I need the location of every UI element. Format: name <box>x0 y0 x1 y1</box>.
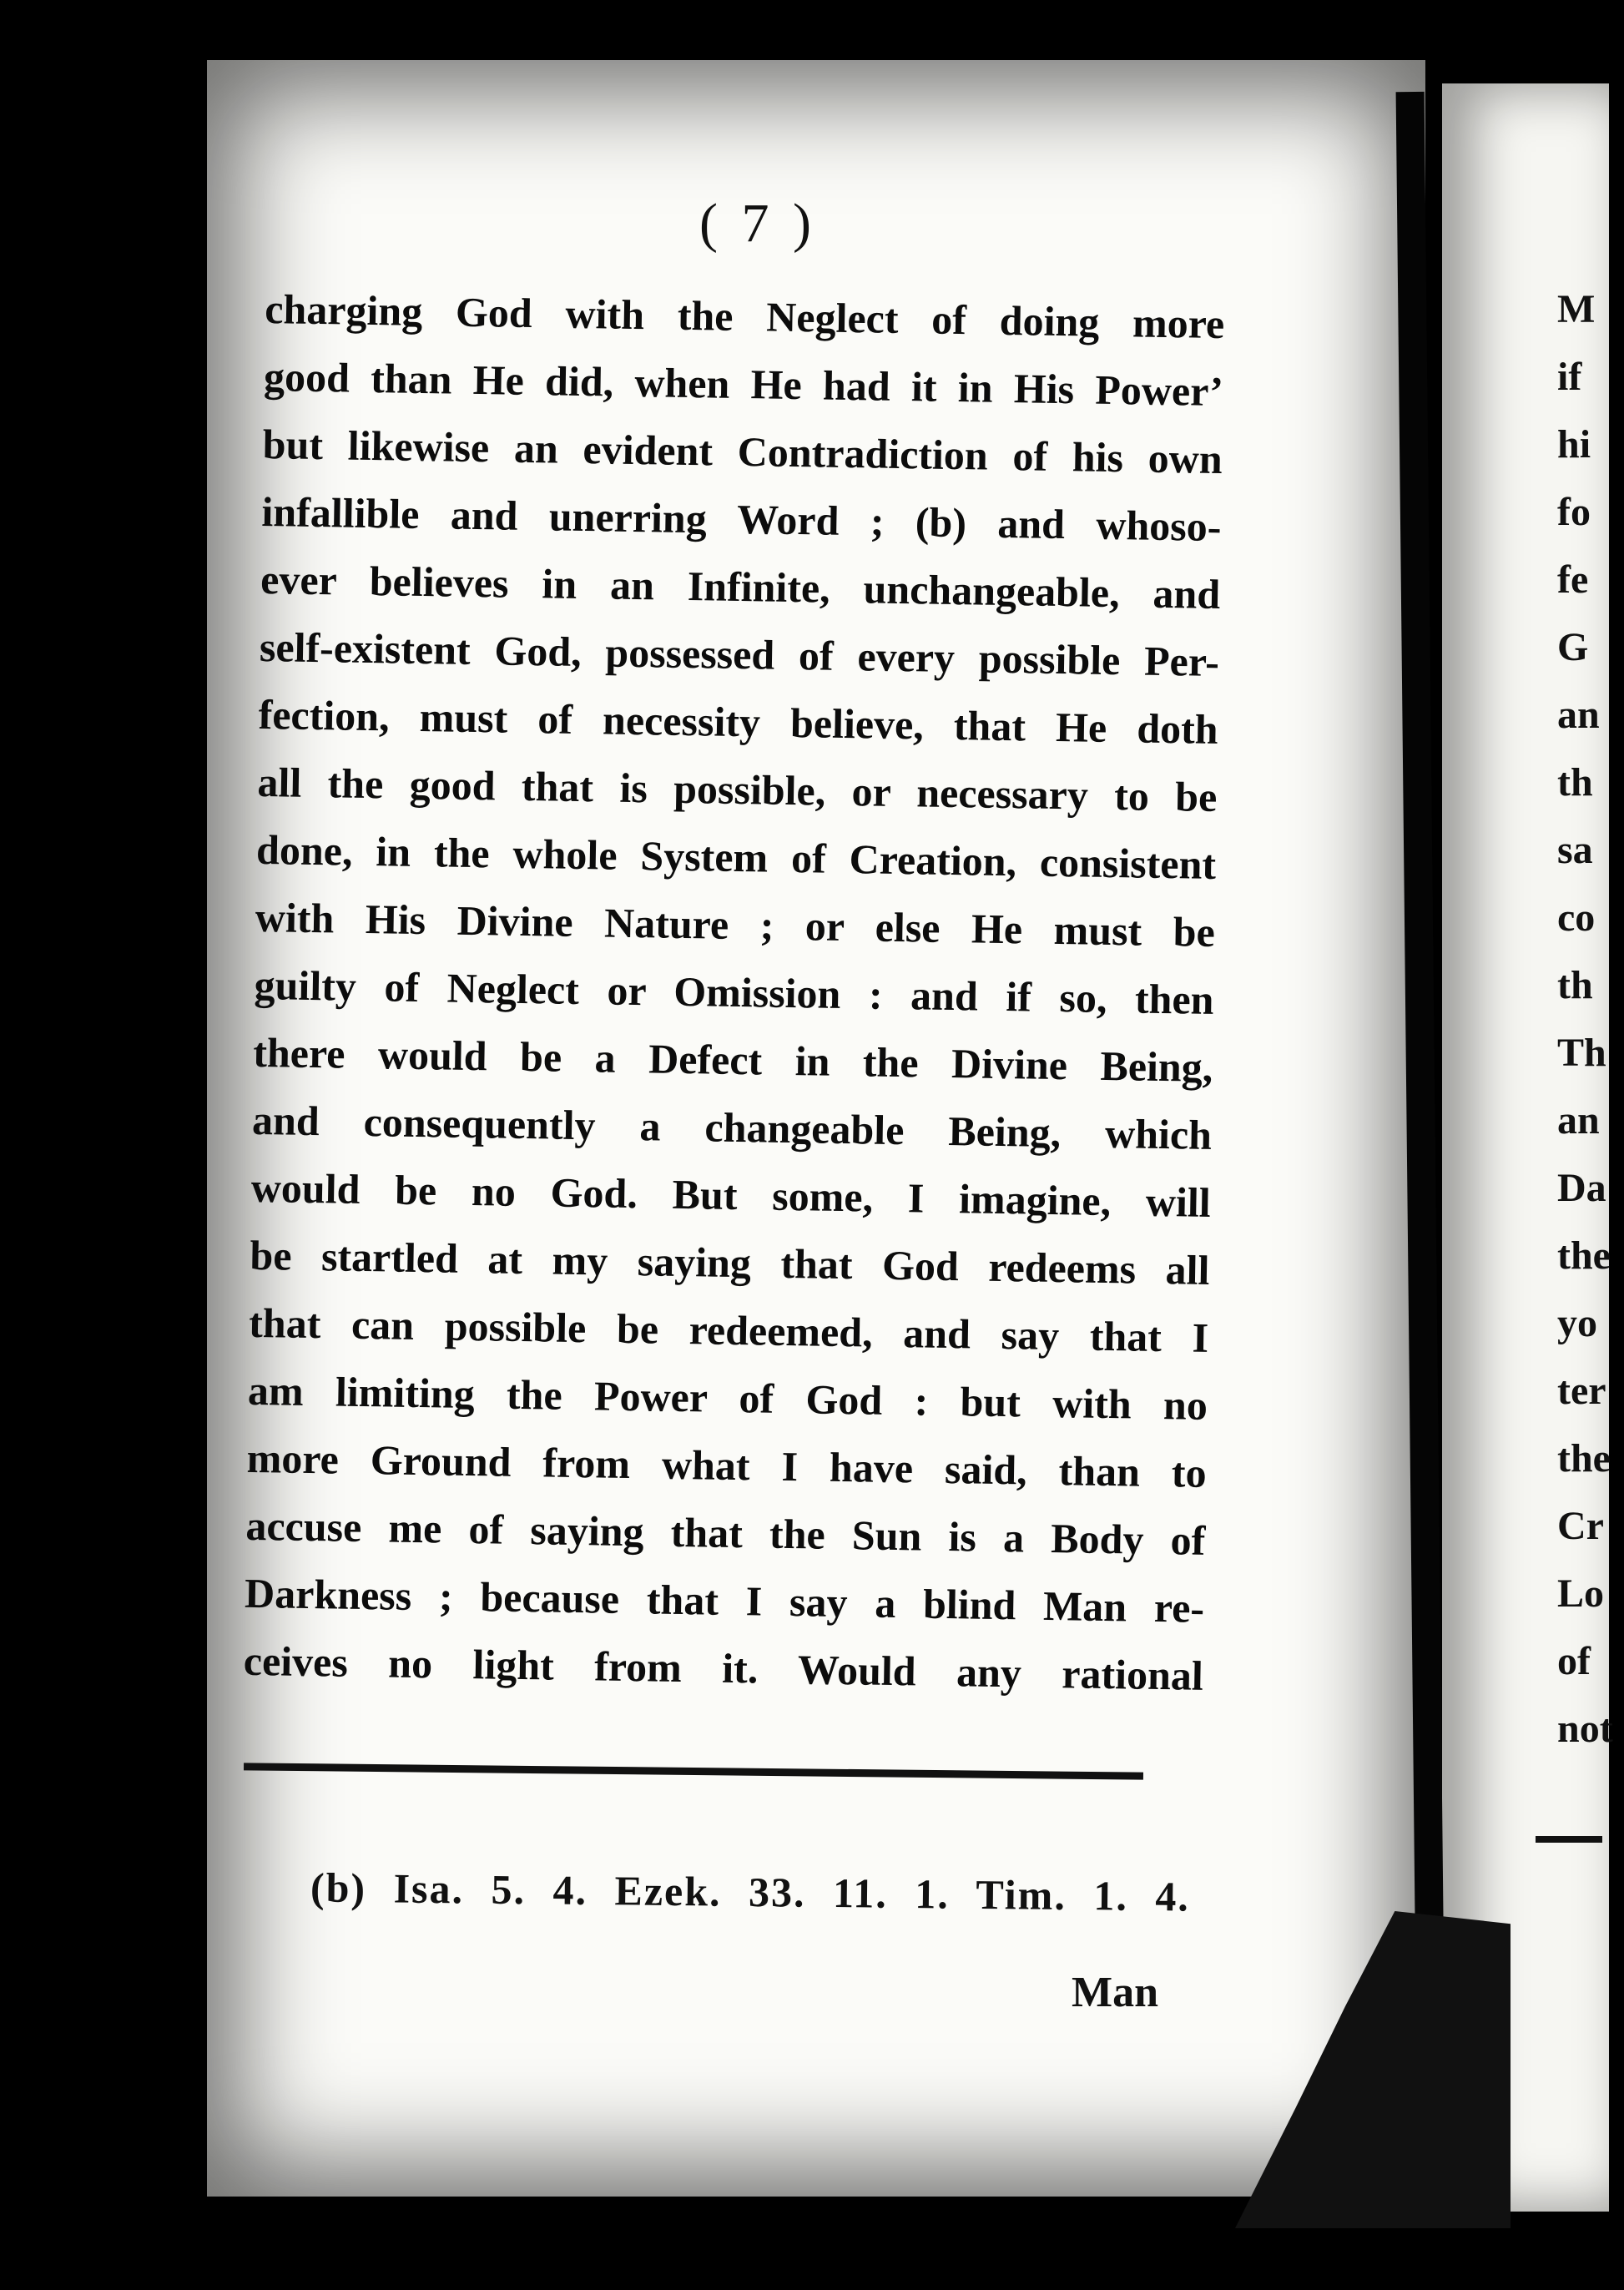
facing-line-start: th <box>1557 963 1593 1007</box>
facing-line-start: Lo <box>1557 1571 1605 1616</box>
text-line: fection, must of necessity believe, that He doth <box>258 690 1219 753</box>
facing-line-start: of <box>1557 1639 1591 1683</box>
text-line: infallible and unerring Word ; (b) and whoso- <box>261 487 1222 551</box>
text-line: more Ground from what I have said, than to <box>246 1434 1208 1496</box>
facing-line-start: M <box>1557 287 1596 331</box>
text-line: with His Divine Nature ; or else He must be <box>255 893 1216 956</box>
facing-line-start: if <box>1557 355 1582 399</box>
facing-page-text <box>1557 275 1624 1763</box>
facing-line-start: Cr <box>1557 1504 1604 1548</box>
text-line: done, in the whole System of Creation, consistent <box>255 825 1217 888</box>
text-line: but likewise an evident Contradiction of his own <box>262 420 1223 483</box>
facing-line-start: G <box>1557 625 1589 669</box>
text-line: good than He did, when He had it in His Power’ <box>263 352 1224 416</box>
facing-line-start: yo <box>1557 1301 1597 1345</box>
body-text <box>243 275 1225 1710</box>
facing-line-start: not <box>1557 1707 1613 1751</box>
facing-line-start: fo <box>1557 490 1591 534</box>
text-line: all the good that is possible, or necessary to be <box>257 758 1218 820</box>
text-line: be startled at my saying that God redeems all <box>250 1231 1210 1294</box>
facing-line-start: Th <box>1557 1031 1606 1075</box>
facing-footnote-rule <box>1536 1836 1602 1843</box>
facing-line-start: ter <box>1557 1369 1606 1413</box>
text-line: that can possible be redeemed, and say that I <box>248 1299 1209 1361</box>
text-line: ceives no light from it. Would any rational <box>243 1637 1204 1699</box>
catchword: Man <box>1072 1969 1158 2016</box>
facing-line-start: hi <box>1557 422 1591 467</box>
text-line: Darkness ; because that I say a blind Man re- <box>244 1569 1205 1632</box>
text-line: charging God with the Neglect of doing more <box>264 285 1225 348</box>
text-line: there would be a Defect in the Divine Being, <box>252 1028 1213 1091</box>
facing-line-start: sa <box>1557 828 1593 872</box>
text-line: would be no God. But some, I imagine, will <box>250 1163 1212 1226</box>
facing-line-start: the <box>1557 1233 1611 1278</box>
facing-line-start: the <box>1557 1436 1611 1480</box>
facing-line-start: Da <box>1557 1166 1606 1210</box>
text-line: guilty of Neglect or Omission : and if so, then <box>254 961 1214 1023</box>
text-line: and consequently a changeable Being, which <box>251 1096 1213 1158</box>
facing-line-start: th <box>1557 760 1593 805</box>
facing-line-start: an <box>1557 1098 1600 1142</box>
facing-line-start: an <box>1557 693 1600 737</box>
facing-line-start: co <box>1557 895 1596 940</box>
text-line: accuse me of saying that the Sun is a Body of <box>245 1501 1206 1564</box>
facing-line-start: fe <box>1557 557 1589 602</box>
text-line: ever believes in an Infinite, unchangeable, and <box>260 555 1221 618</box>
footnote: (b) Isa. 5. 4. Ezek. 33. 11. 1. Tim. 1. 4. <box>310 1864 1191 1920</box>
text-line: am limiting the Power of God : but with no <box>247 1366 1208 1429</box>
page-number: ( 7 ) <box>699 193 816 254</box>
text-line: self-existent God, possessed of every possible Per- <box>259 623 1220 686</box>
